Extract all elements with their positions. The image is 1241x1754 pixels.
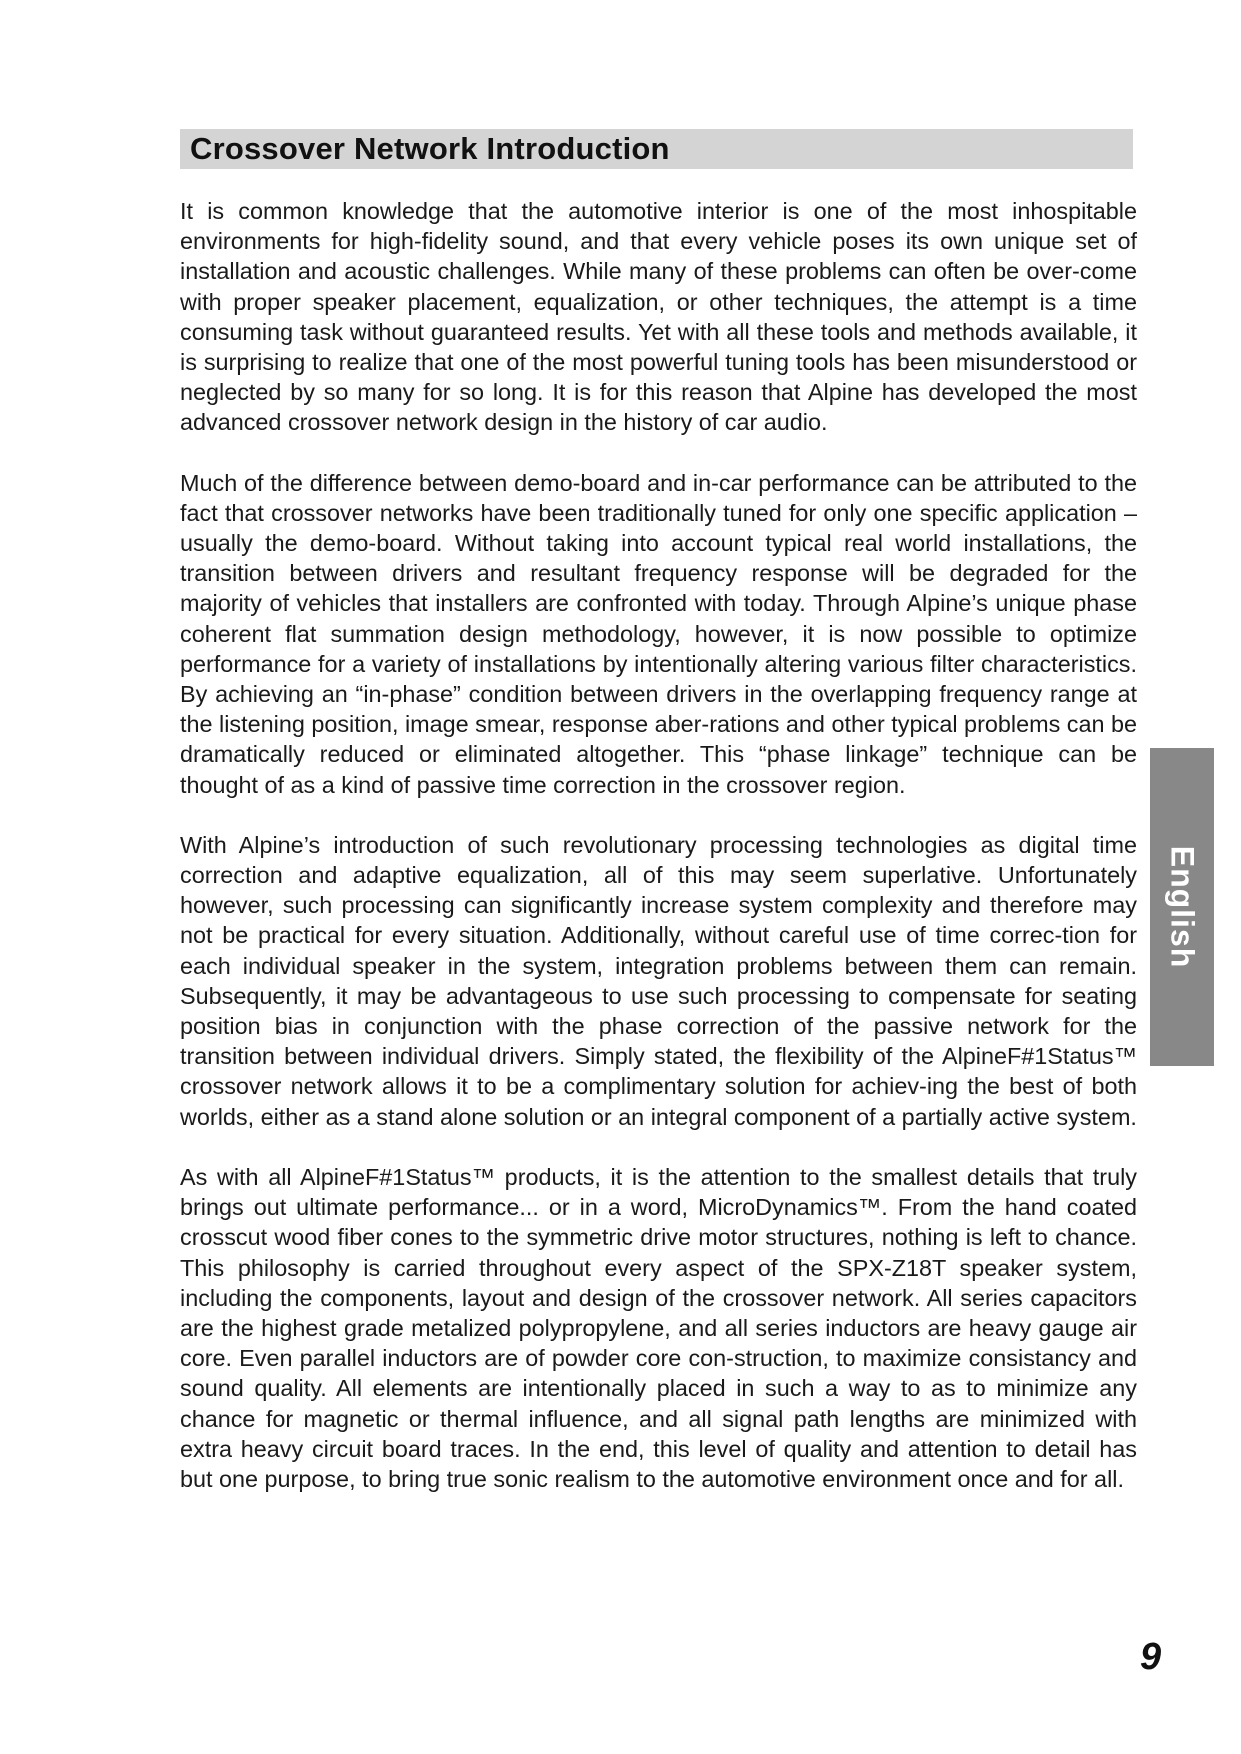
paragraph-intro: It is common knowledge that the automotive interior is one of the most inhospitable environments for high-fidelity sound, and that every vehicle poses its own unique set of installation and acoustic challenges. While many of these problems can often be over-come with proper speaker placement, equalization, or other techniques, the attempt is a time consuming task without guaranteed results. Yet with all these tools and methods available, it is surprising to realize that one of the most powerful tuning tools has been misunderstood or neglected by so many for so long. It is for this reason that Alpine has developed the most advanced crossover network design in the history of car audio. (180, 198, 1137, 436)
language-tab-label: English (1164, 845, 1201, 969)
paragraph-microdynamics: As with all AlpineF#1Status™ products, it is the attention to the smallest details that truly brings out ultimate performance... or in a word, MicroDynamics™. From the hand coated crosscut wood fiber cones to the symmetric drive motor structures, nothing is left to chance. This philosophy is carried throughout every aspect of the SPX-Z18T speaker system, including the components, layout and design of the crossover network. All series capacitors are the highest grade metalized polypropylene, and all series inductors are heavy gauge air core. Even parallel inductors are of powder core con-struction, to maximize consistancy and sound quality. All elements are intentionally placed in such a way to as to minimize any chance for magnetic or thermal influence, and all signal path lengths are minimized with extra heavy circuit board traces. In the end, this level of quality and attention to detail has but one purpose, to bring true sonic realism to the automotive environment once and for all. (180, 1163, 1137, 1492)
section-title-bar (180, 129, 1133, 169)
paragraph-processing: With Alpine’s introduction of such revolutionary processing technologies as digital time correction and adaptive equalization, all of this may seem superlative. Unfortunately however, such processing can significantly increase system complexity and therefore may not be practical for every situation. Additionally, without careful use of time correc-tion for each individual speaker in the system, integration problems between them can remain. Subsequently, it may be advantageous to use such processing to compensate for seating position bias in conjunction with the phase correction of the passive network for the transition between individual drivers. Simply stated, the flexibility of the AlpineF#1Status™ crossover network allows it to be a complimentary solution for achiev-ing the best of both worlds, either as a stand alone solution or an integral component of a partially active system. (180, 831, 1137, 1130)
page-number: 9 (1140, 1636, 1162, 1678)
body-text (180, 196, 1137, 1524)
section-title: Crossover Network Introduction (190, 131, 670, 166)
language-side-tab (1150, 748, 1214, 1066)
paragraph-demo-board: Much of the difference between demo-board and in-car performance can be attributed to the fact that crossover networks have been traditionally tuned for only one specific application – usually the demo-board. Without taking into account typical real world installations, the transition between drivers and resultant frequency response will be degraded for the majority of vehicles that installers are confronted with today. Through Alpine’s unique phase coherent flat summation design methodology, however, it is now possible to optimize performance for a variety of installations by intentionally altering various filter characteristics. By achieving an “in-phase” condition between drivers in the overlapping frequency range at the listening position, image smear, response aber-rations and other typical problems can be dramatically reduced or eliminated altogether. This “phase linkage” technique can be thought of as a kind of passive time correction in the crossover region. (180, 469, 1137, 798)
